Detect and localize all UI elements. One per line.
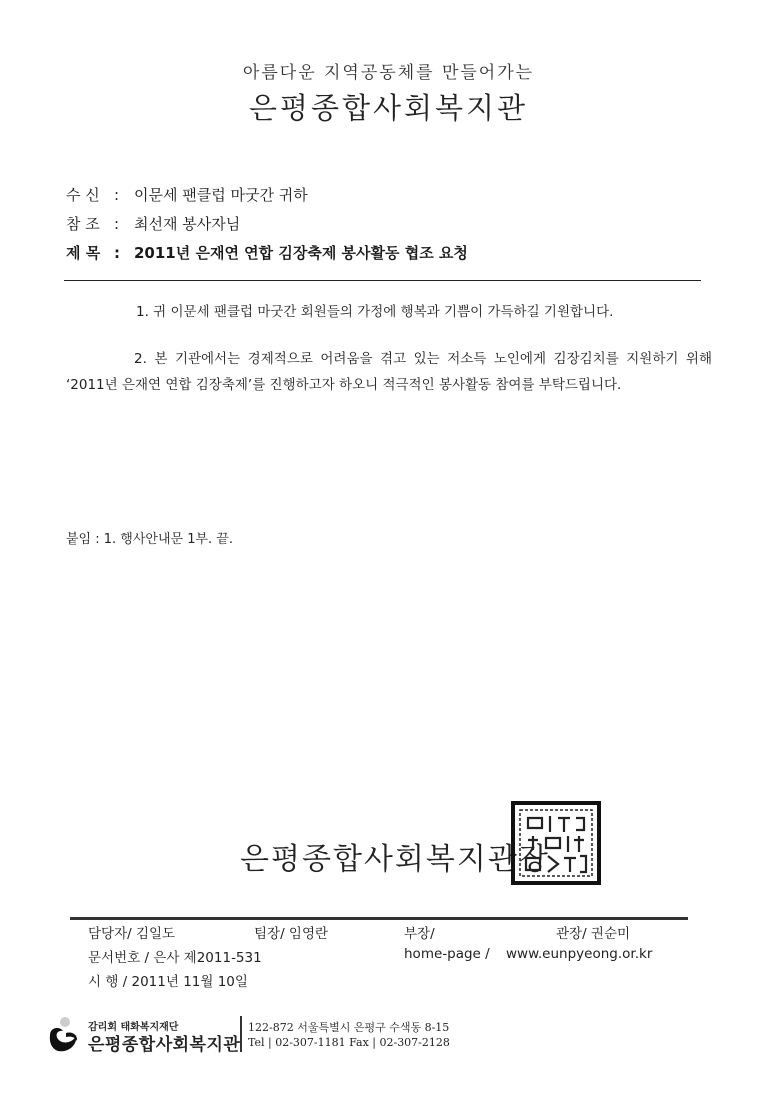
reference-label: 참 조	[66, 215, 100, 233]
body-paragraph-1: 1. 귀 이문세 팬클럽 마굿간 회원들의 가정에 행복과 기쁨이 가득하길 기원합니다.	[136, 304, 614, 320]
staff-department-head: 부장/	[404, 926, 435, 942]
foundation-name: 감리회 태화복지재단	[88, 1022, 179, 1033]
recipient-label: 수 신	[66, 186, 100, 204]
staff-team-lead: 팀장/ 임영란	[254, 926, 329, 942]
issue-date: 시 행 / 2011년 11월 10일	[88, 974, 248, 990]
letterhead-slogan: 아름다운 지역공동체를 만들어가는	[242, 63, 535, 83]
subject-row	[66, 242, 468, 263]
footer-phone: Tel | 02-307-1181 Fax | 02-307-2128	[248, 1036, 450, 1049]
subject-label: 제 목	[66, 244, 101, 262]
attachment-line: 붙임 : 1. 행사안내문 1부. 끝.	[66, 532, 234, 547]
document-number: 문서번호 / 은사 제2011-531	[88, 950, 262, 966]
footer-separator	[240, 1016, 242, 1052]
subject-value: 2011년 은재연 연합 김장축제 봉사활동 협조 요청	[134, 244, 468, 262]
header-divider	[64, 280, 701, 281]
reference-colon: :	[114, 215, 120, 233]
reference-row	[66, 213, 240, 234]
body-paragraph-2: 2. 본 기관에서는 경제적으로 어려움을 겪고 있는 저소득 노인에게 김장김치를 지원하기 위해 ‘2011년 은재연 연합 김장축제’를 진행하고자 하오니 적극적인 봉사활동 참여를 부탁드립니다.	[66, 351, 712, 393]
homepage-label: home-page /	[404, 946, 490, 962]
footer-org-name: 은평종합사회복지관	[88, 1035, 241, 1055]
reference-value: 최선재 봉사자님	[134, 215, 241, 233]
staff-officer: 담당자/ 김일도	[88, 926, 176, 942]
sender-name: 은평종합사회복지관장	[240, 842, 550, 877]
letterhead-org-name: 은평종합사회복지관	[248, 91, 529, 125]
official-seal-icon	[510, 800, 602, 886]
organization-logo-icon	[44, 1013, 82, 1053]
subject-colon: :	[114, 244, 120, 262]
recipient-colon: :	[114, 186, 120, 204]
recipient-row	[66, 184, 308, 205]
homepage-url[interactable]: www.eunpyeong.or.kr	[506, 946, 653, 962]
staff-director: 관장/ 권순미	[556, 926, 631, 942]
footer-divider	[70, 917, 688, 920]
recipient-value: 이문세 팬클럽 마굿간 귀하	[134, 186, 308, 204]
footer-address: 122-872 서울특별시 은평구 수색동 8-15	[248, 1021, 450, 1034]
